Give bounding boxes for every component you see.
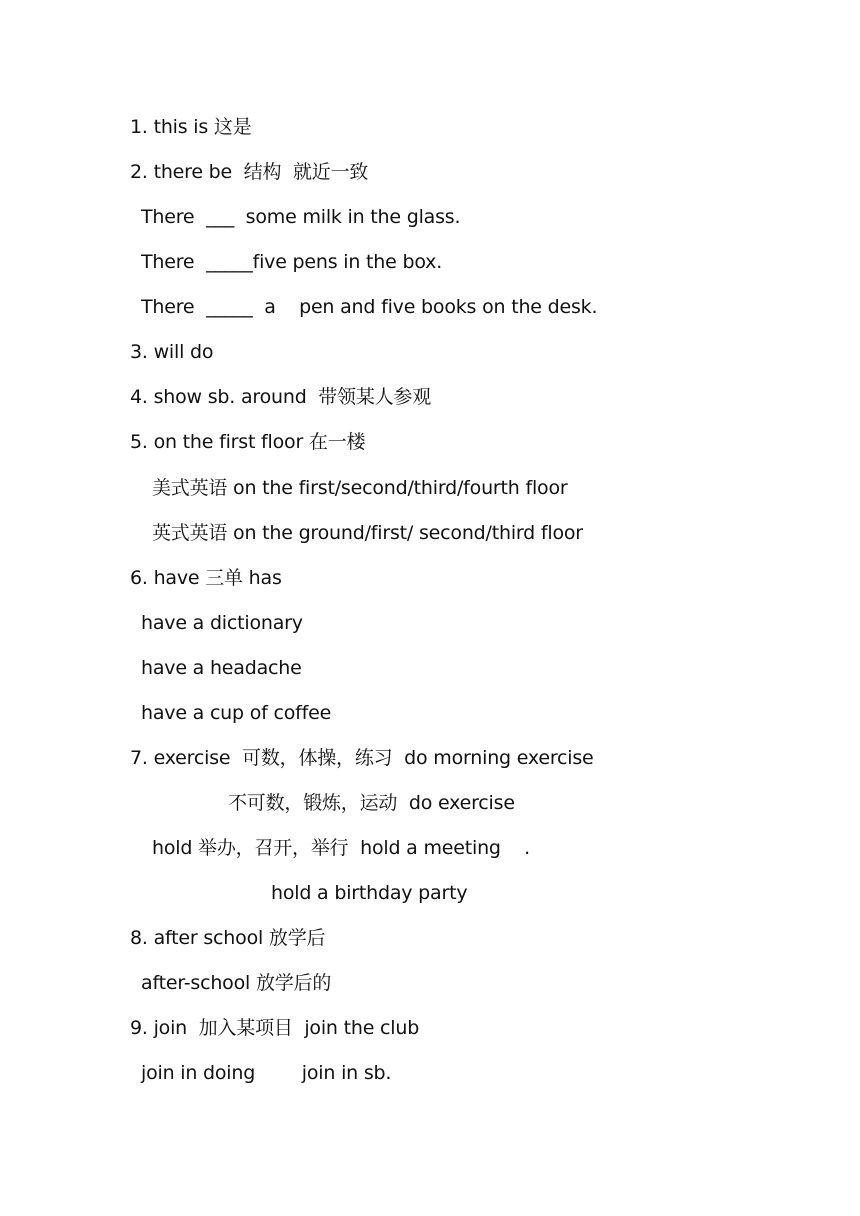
note-line-17: hold 举办，召开，举行 hold a meeting . xyxy=(152,837,530,859)
note-line-16: 不可数，锻炼，运动 do exercise xyxy=(228,792,515,814)
note-line-21: 9. join 加入某项目 join the club xyxy=(130,1017,420,1039)
note-line-12: have a dictionary xyxy=(141,612,303,634)
note-line-1: 1. this is 这是 xyxy=(130,116,252,138)
note-line-14: have a cup of coffee xyxy=(141,702,332,724)
note-line-5: There _____ a pen and five books on the desk. xyxy=(141,296,598,318)
note-line-19: 8. after school 放学后 xyxy=(130,927,326,949)
note-line-20: after-school 放学后的 xyxy=(141,972,332,994)
note-line-22: join in doing join in sb. xyxy=(141,1062,392,1084)
note-line-18: hold a birthday party xyxy=(271,882,468,904)
note-line-2: 2. there be 结构 就近一致 xyxy=(130,161,369,183)
note-line-4: There _____five pens in the box. xyxy=(141,251,443,273)
note-line-9: 美式英语 on the first/second/third/fourth floor xyxy=(152,477,568,499)
note-line-15: 7. exercise 可数，体操，练习 do morning exercise xyxy=(130,747,594,769)
note-line-6: 3. will do xyxy=(130,341,214,363)
note-line-8: 5. on the first floor 在一楼 xyxy=(130,431,366,453)
note-line-7: 4. show sb. around 带领某人参观 xyxy=(130,386,432,408)
note-line-13: have a headache xyxy=(141,657,302,679)
note-line-10: 英式英语 on the ground/first/ second/third floor xyxy=(152,522,583,544)
note-line-11: 6. have 三单 has xyxy=(130,567,282,589)
note-line-3: There ___ some milk in the glass. xyxy=(141,206,461,228)
